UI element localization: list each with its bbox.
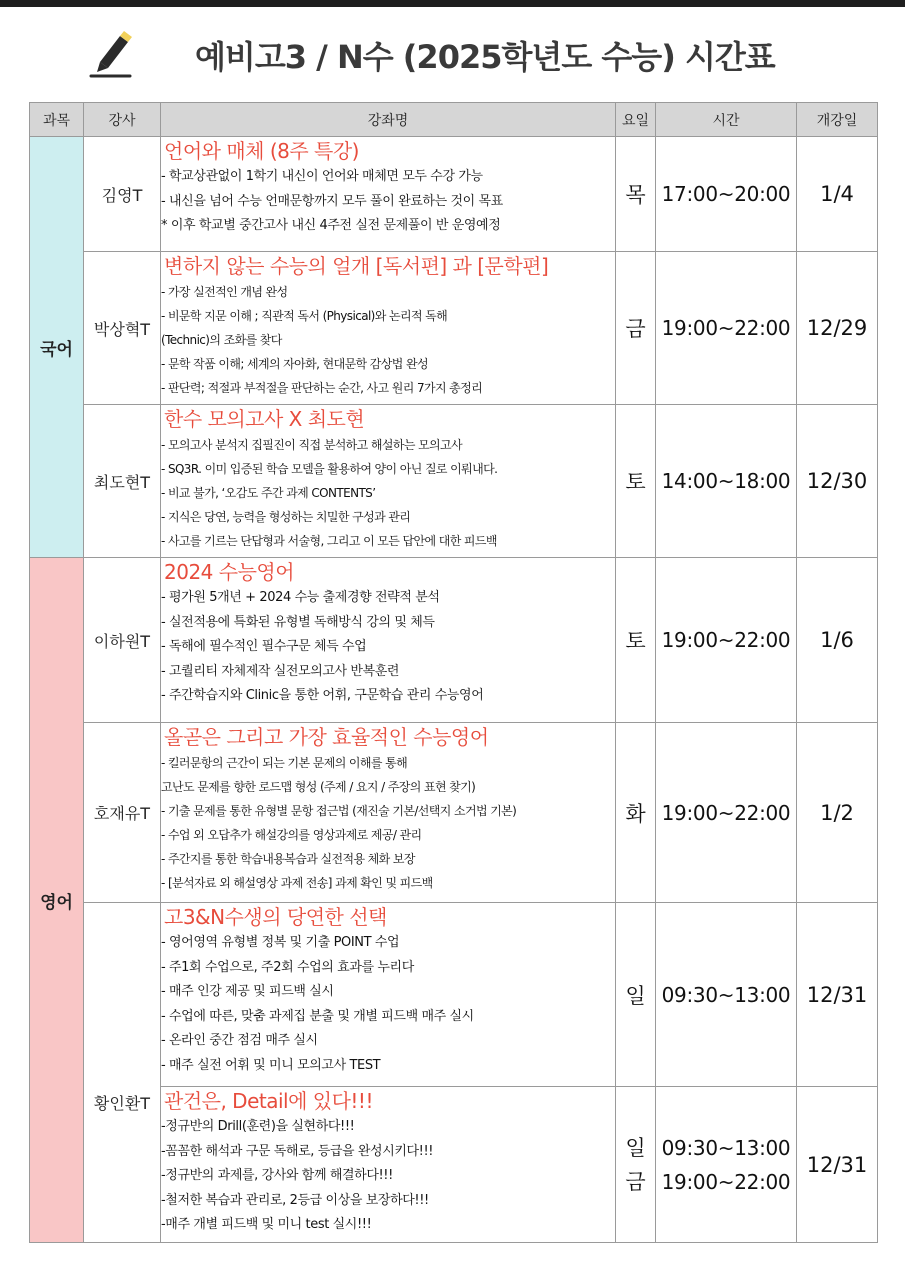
course-cell [161,558,616,723]
subject-english: 영어 [30,558,84,1243]
course-start-date: 12/30 [797,405,878,558]
course-time: 14:00~18:00 [656,405,797,558]
course-start-date: 1/4 [797,137,878,252]
header-subject: 과목 [30,103,84,137]
course-start-date: 12/29 [797,252,878,405]
course-line: - 내신을 넘어 수능 언매문항까지 모두 풀이 완료하는 것이 목표 [161,193,503,209]
course-line: -정규반의 Drill(훈련)을 실현하다!!! [161,1119,355,1134]
course-line: - 실전적용에 특화된 유형별 독해방식 강의 및 체득 [161,614,435,630]
course-time: 09:30~13:00 [656,903,797,1087]
course-line: - 매주 인강 제공 및 피드백 실시 [161,984,334,999]
course-line: - 사고를 기르는 단답형과 서술형, 그리고 이 모든 답안에 대한 피드백 [161,534,497,548]
course-cell [161,252,616,405]
course-time: 19:00~22:00 [656,558,797,723]
course-line: 고난도 문제를 향한 로드맵 형성 (주제 / 요지 / 주장의 표현 찾기) [161,780,476,794]
course-line: - 킬러문항의 근간이 되는 기본 문제의 이해를 통해 [161,756,408,770]
course-start-date: 1/2 [797,723,878,903]
course-day: 토 [616,558,656,723]
header-course: 강좌명 [161,103,616,137]
course-line: - 주1회 수업으로, 주2회 수업의 효과를 누리다 [161,959,414,975]
course-line: - 수업 외 오답추가 해설강의를 영상과제로 제공/ 관리 [161,828,422,842]
course-line: -철저한 복습과 관리로, 2등급 이상을 보장하다!!! [161,1192,429,1208]
course-start-date: 12/31 [797,903,878,1087]
course-title: 관건은, Detail에 있다!!! [164,1089,373,1113]
course-time-first: 09:30~13:00 [661,1135,791,1160]
course-cell [161,903,616,1087]
course-time: 17:00~20:00 [656,137,797,252]
course-day: 토 [616,405,656,558]
teacher-name [84,903,161,1243]
course-line: - 모의고사 분석지 집필진이 직접 분석하고 해설하는 모의고사 [161,438,463,452]
course-day-second: 금 [625,1169,646,1194]
header-start-date: 개강일 [797,103,878,137]
course-line: - 고퀄리티 자체제작 실전모의고사 반복훈련 [161,663,400,679]
course-line: * 이후 학교별 중간고사 내신 4주전 실전 문제풀이 반 운영예정 [161,218,501,233]
course-cell [161,137,616,252]
header-day: 요일 [616,103,656,137]
course-title: 올곧은 그리고 가장 효율적인 수능영어 [164,725,489,749]
course-line: - 평가원 5개년 + 2024 수능 출제경향 전략적 분석 [161,590,440,605]
course-day: 금 [616,252,656,405]
course-line: - 비문학 지문 이해 ; 직관적 독서 (Physical)와 논리적 독해 [161,309,448,323]
course-line: - 온라인 중간 점검 매주 실시 [161,1033,318,1048]
course-line: - SQ3R. 이미 입증된 학습 모델을 활용하여 양이 아닌 질로 이뤄내다. [161,462,498,476]
course-title: 변하지 않는 수능의 얼개 [독서편] 과 [문학편] [164,254,549,278]
course-line: - [분석자료 외 해설영상 과제 전송] 과제 확인 및 피드백 [161,876,433,890]
course-title: 고3&N수생의 당연한 선택 [164,905,387,929]
table-row [30,558,878,723]
subject-korean: 국어 [30,137,84,558]
table-row [30,252,878,405]
teacher-name: 박상혁T [84,252,161,405]
pencil-icon [88,28,136,80]
course-line: - 독해에 필수적인 필수구문 체득 수업 [161,639,367,654]
course-day: 일 [616,903,656,1087]
table-row [30,137,878,252]
course-line: -정규반의 과제를, 강사와 함께 해결하다!!! [161,1168,393,1183]
title-area [0,20,905,92]
course-line: - 판단력; 적절과 부적절을 판단하는 순간, 사고 원리 7가지 총정리 [161,381,483,395]
header-row [30,103,878,137]
course-cell [161,723,616,903]
course-line: - 문학 작품 이해; 세계의 자아화, 현대문학 감상법 완성 [161,357,428,371]
teacher-name: 호재유T [84,723,161,903]
course-title: 한수 모의고사 X 최도현 [164,407,365,431]
course-title: 언어와 매체 (8주 특강) [164,139,359,163]
header-teacher: 강사 [84,103,161,137]
table-row [30,723,878,903]
course-line: - 주간학습지와 Clinic을 통한 어휘, 구문학습 관리 수능영어 [161,688,484,703]
page-title: 예비고3 / N수 (2025학년도 수능) 시간표 [195,38,775,76]
course-day: 목 [616,137,656,252]
course-line: - 비교 불가, ‘오감도 주간 과제 CONTENTS’ [161,486,376,500]
course-title: 2024 수능영어 [164,560,295,584]
course-cell [161,1087,616,1243]
course-start-date: 12/31 [797,1087,878,1243]
course-day: 화 [616,723,656,903]
course-day-first: 일 [625,1135,646,1160]
course-line: - 수업에 따른, 맞춤 과제집 분출 및 개별 피드백 매주 실시 [161,1008,474,1024]
course-time-second: 19:00~22:00 [661,1169,791,1194]
course-line: - 기출 문제를 통한 유형별 문항 접근법 (재진술 기본/선택지 소거법 기본) [161,804,517,818]
top-bar [0,0,905,7]
course-line: - 학교상관없이 1학기 내신이 언어와 매체면 모두 수강 가능 [161,169,483,184]
teacher-name-label: 황인환T [93,1094,151,1113]
timetable [29,102,878,1243]
course-time: 19:00~22:00 [656,723,797,903]
course-line: - 지식은 당연, 능력을 형성하는 치밀한 구성과 관리 [161,510,411,524]
table-row [30,903,878,1087]
course-line: - 주간지를 통한 학습내용복습과 실전적용 체화 보장 [161,852,415,866]
course-line: - 가장 실전적인 개념 완성 [161,285,288,299]
course-day [616,1087,656,1243]
teacher-name: 최도현T [84,405,161,558]
course-line: - 매주 실전 어휘 및 미니 모의고사 TEST [161,1057,381,1073]
teacher-name: 김영T [84,137,161,252]
course-cell [161,405,616,558]
course-line: (Technic)의 조화를 찾다 [161,333,282,347]
course-line: -매주 개별 피드백 및 미니 test 실시!!! [161,1217,372,1232]
table-row [30,405,878,558]
course-line: -꼼꼼한 해석과 구문 독해로, 등급을 완성시키다!!! [161,1143,434,1159]
course-time: 19:00~22:00 [656,252,797,405]
teacher-name: 이하원T [84,558,161,723]
header-time: 시간 [656,103,797,137]
course-time [656,1087,797,1243]
course-start-date: 1/6 [797,558,878,723]
course-line: - 영어영역 유형별 정복 및 기출 POINT 수업 [161,935,400,950]
